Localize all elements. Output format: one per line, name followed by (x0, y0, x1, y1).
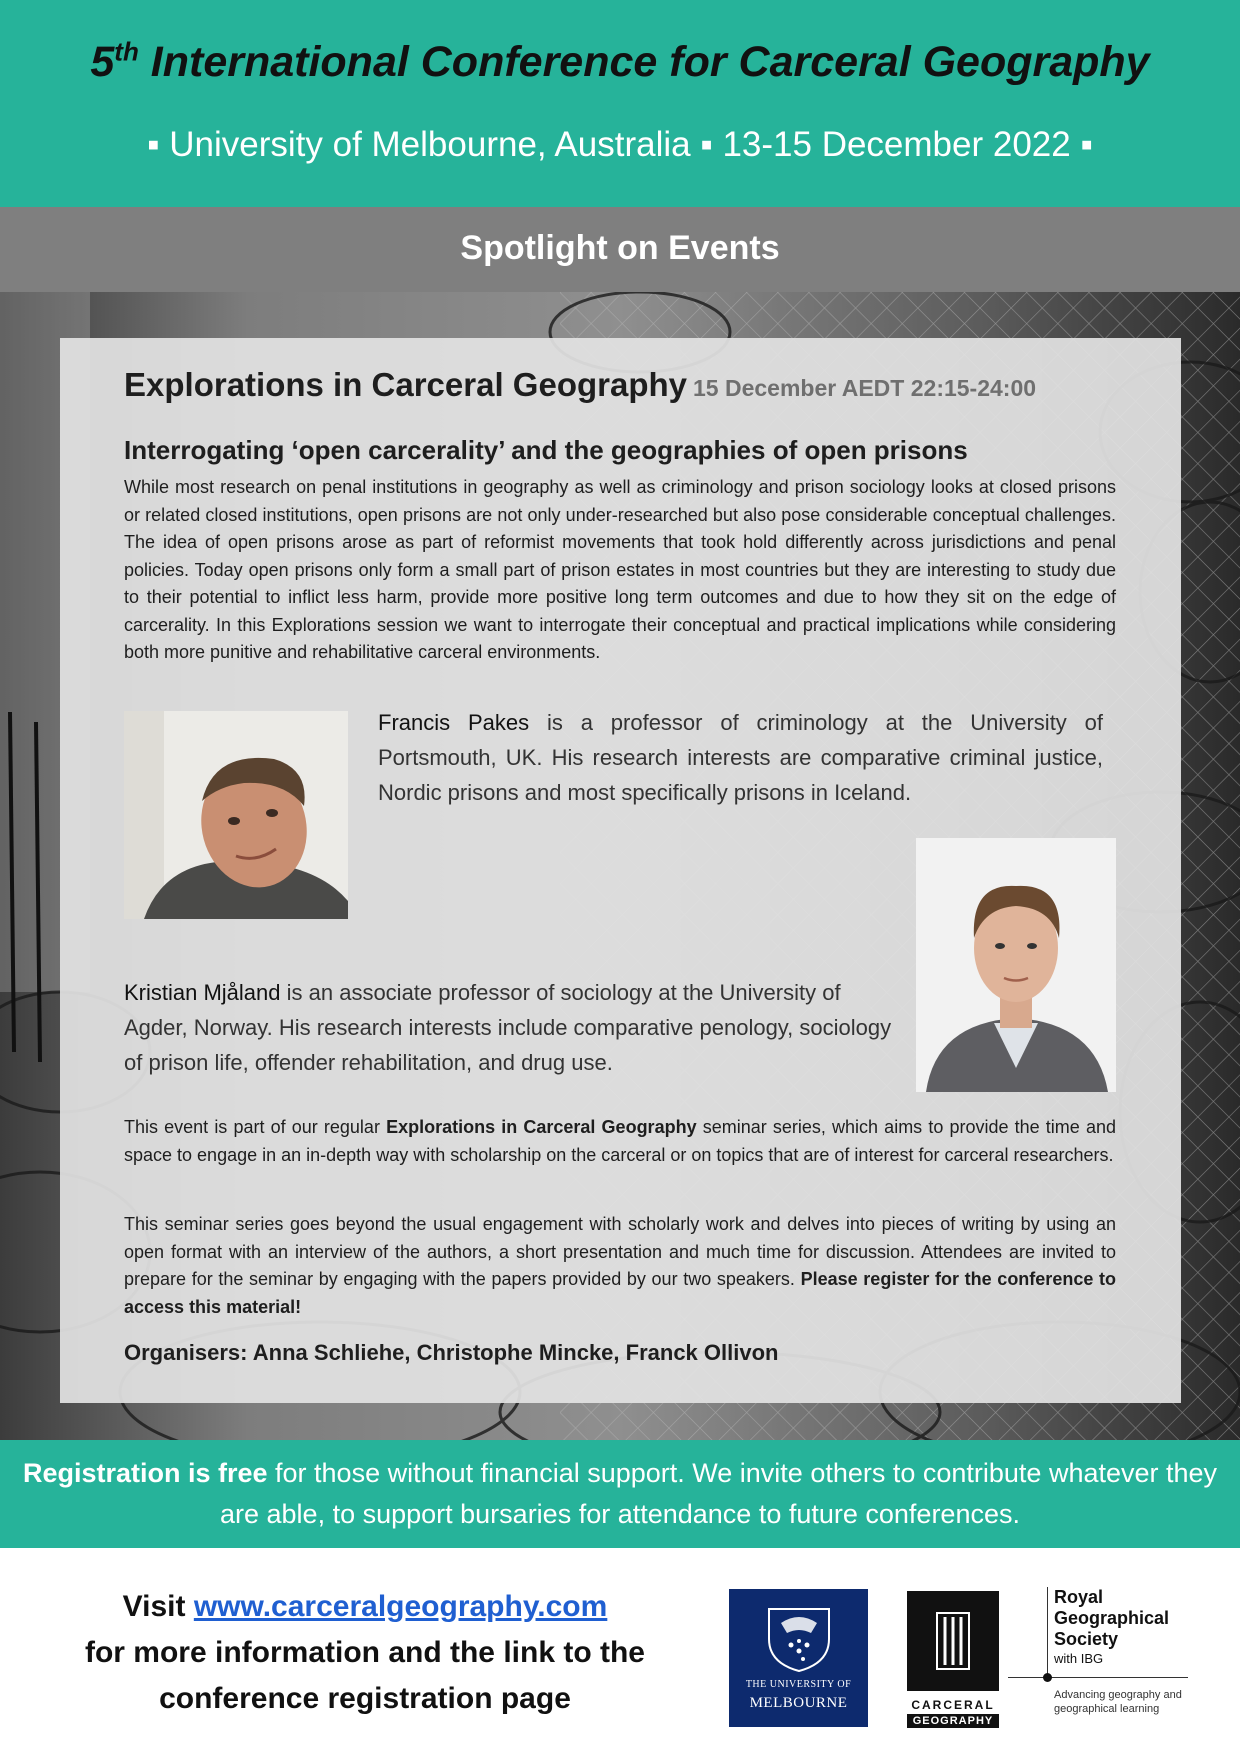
registration-free: Registration is free (22, 1458, 268, 1488)
series-paragraph-1: This event is part of our regular Explorations in Carceral Geography seminar series, which aims to provide the time and space to engage in an in-depth way with scholarship on the carceral or on topics that are of interest for carceral researchers. (124, 1117, 1116, 1165)
visit-info: Visit www.carceralgeography.com for more information and the link to the conference registration page (84, 1590, 645, 1715)
rgs-dot-icon (1043, 1673, 1052, 1682)
conference-header (0, 0, 1240, 207)
royal-geographical-society-logo: Royal Geographical Society with IBG Advancing geography and geographical learning (1008, 1587, 1208, 1729)
conference-title: 5th International Conference for Carceral Geography (90, 36, 1150, 86)
event-abstract: While most research on penal institutions in geography as well as criminology and prison sociology looks at closed prisons or related closed institutions, open prisons are not only under-researched but also pose considerable conceptual challenges. The idea of open prisons arose as part of reformist movements that took hold differently across jurisdictions and penal policies. Today open prisons only form a small part of prison estates in most countries but they are interesting to study due to their potential to inflict less harm, provide more positive long term outcomes and due to how they sit on the edge of carcerality. In this Explorations session we want to interrogate their conceptual and practical implications while considering both more punitive and rehabilitative carceral environments. (124, 477, 1116, 662)
portrait-illustration (124, 711, 348, 919)
series-paragraph-2: This seminar series goes beyond the usual engagement with scholarly work and delves into pieces of writing by using an open format with an interview of the authors, a short presentation and much time for discussion. Attendees are invited to prepare for the seminar by engaging with the papers provided by our two speakers. Please register for the conference to access this material! (124, 1214, 1116, 1317)
conference-subtitle: ▪ University of Melbourne, Australia ▪ 13-15 December 2022 ▪ (147, 125, 1093, 164)
organisers: Organisers: Anna Schliehe, Christophe Mincke, Franck Ollivon (124, 1340, 779, 1365)
speaker-name: Francis Pakes (378, 710, 530, 735)
registration-band: Registration is free for those without financial support. We invite others to contribute whatever they are able, to support bursaries for attendance to future conferences. (0, 1440, 1240, 1548)
event-date: 15 December AEDT 22:15-24:00 (693, 375, 1037, 401)
website-link[interactable]: www.carceralgeography.com (193, 1590, 608, 1623)
speaker-photo-francis-pakes (124, 711, 348, 919)
speaker-bio-kristian-mjaland: Kristian Mjåland is an associate professor of sociology at the University of Agder, Norway. His research interests include comparative penology, sociology of prison life, offender rehabilitation, and drug use. (124, 980, 892, 1075)
university-of-melbourne-logo: THE UNIVERSITY OF MELBOURNE (729, 1589, 868, 1727)
spotlight-heading: Spotlight on Events (460, 229, 780, 267)
event-subtitle: Interrogating ‘open carcerality’ and the geographies of open prisons (124, 435, 968, 465)
spotlight-band (0, 207, 1240, 292)
speaker-photo-kristian-mjaland (916, 838, 1116, 1092)
speaker-name: Kristian Mjåland (124, 980, 281, 1005)
event-title: Explorations in Carceral Geography 15 December AEDT 22:15-24:00 (124, 366, 1037, 403)
melbourne-crest-icon (759, 1603, 839, 1675)
portrait-illustration (916, 838, 1116, 1092)
prison-bars-icon (907, 1591, 999, 1691)
speaker-bio-francis-pakes: Francis Pakes is a professor of criminology at the University of Portsmouth, UK. His research interests are comparative criminal justice, Nordic prisons and most specifically prisons in Iceland. (378, 710, 1104, 805)
carceral-geography-logo: CARCERAL GEOGRAPHY (905, 1589, 1000, 1727)
